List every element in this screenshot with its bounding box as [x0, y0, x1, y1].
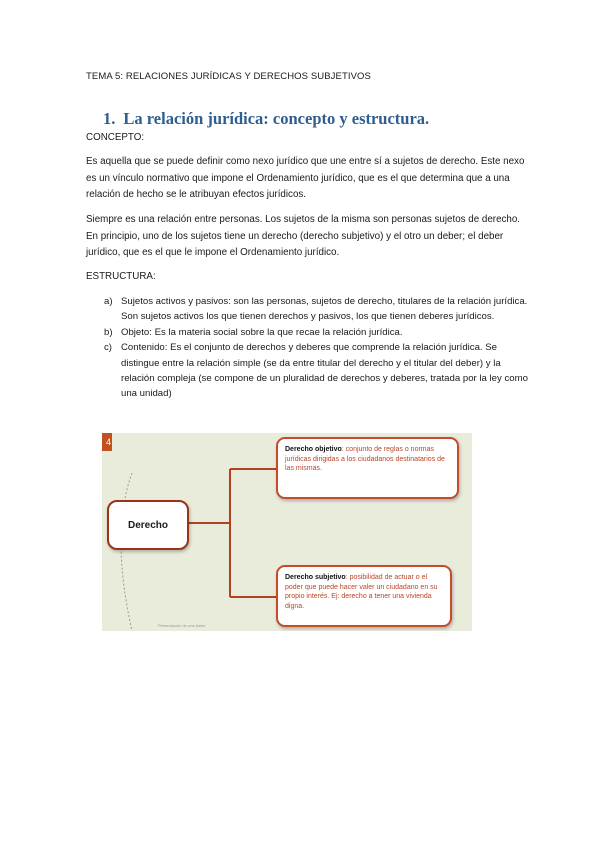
paragraph-concepto: Es aquella que se puede definir como nexo jurídico que une entre sí a sujetos de derecho. Este nexo es un vínculo normativo que impone el Ordenamiento jurídico, que es el que determina que a una relación de hecho se le atribuyan efectos jurídicos. [86, 156, 525, 200]
figure-footer: Presentación de una leeke [158, 623, 206, 628]
slide-number-chip: 4 [102, 433, 112, 451]
list-marker: c) [104, 342, 112, 354]
list-item-text: Sujetos activos y pasivos: son las personas, sujetos de derecho, titulares de la relación jurídica. Son sujetos activos los que tienen derechos y pasivos, los que tienen deberes jurídicos. [121, 296, 528, 323]
paragraph-personas: Siempre es una relación entre personas. Los sujetos de la misma son personas sujetos de derecho. En principio, uno de los sujetos tiene un derecho (derecho subjetivo) y el otro un deber; el deber jurídico, que es el que le impone el Ordenamiento jurídico. [86, 214, 521, 258]
list-item [104, 294, 529, 325]
subjetivo-term: Derecho subjetivo [285, 574, 346, 581]
section-number: 1. [103, 109, 116, 128]
objetivo-definition: : conjunto de reglas o normas jurídicas dirigidas a los ciudadanos destinatarios de las mismas. [285, 446, 445, 472]
subjetivo-definition: : posibilidad de actuar o el poder que puede hacer valer un ciudadano en su propio interés. Ej: derecho a tener una vivienda digna. [285, 574, 438, 610]
derecho-objetivo-node [276, 437, 459, 499]
derecho-diagram [102, 433, 472, 631]
derecho-node: Derecho [107, 500, 189, 550]
estructura-list [104, 294, 529, 402]
derecho-subjetivo-node [276, 565, 452, 627]
objetivo-term: Derecho objetivo [285, 446, 342, 453]
document-header: TEMA 5: RELACIONES JURÍDICAS Y DERECHOS SUBJETIVOS [86, 71, 371, 82]
estructura-label: ESTRUCTURA: [86, 271, 156, 282]
list-item-text: Objeto: Es la materia social sobre la que recae la relación jurídica. [121, 326, 403, 338]
list-marker: a) [104, 296, 113, 307]
section-title-text: La relación jurídica: concepto y estructura. [123, 109, 430, 128]
list-item [104, 340, 529, 402]
list-item-text: Contenido: Es el conjunto de derechos y deberes que comprende la relación jurídica. Se distingue entre la relación simple (se da entre titular del derecho y el titular del deber) y la relación compleja (se compone de un pluralidad de derechos y deberes, tratada por la ley como una unidad) [121, 342, 528, 400]
list-item [104, 325, 529, 340]
section-title [103, 109, 429, 129]
list-marker: b) [104, 326, 113, 338]
concepto-label: CONCEPTO: [86, 132, 145, 143]
